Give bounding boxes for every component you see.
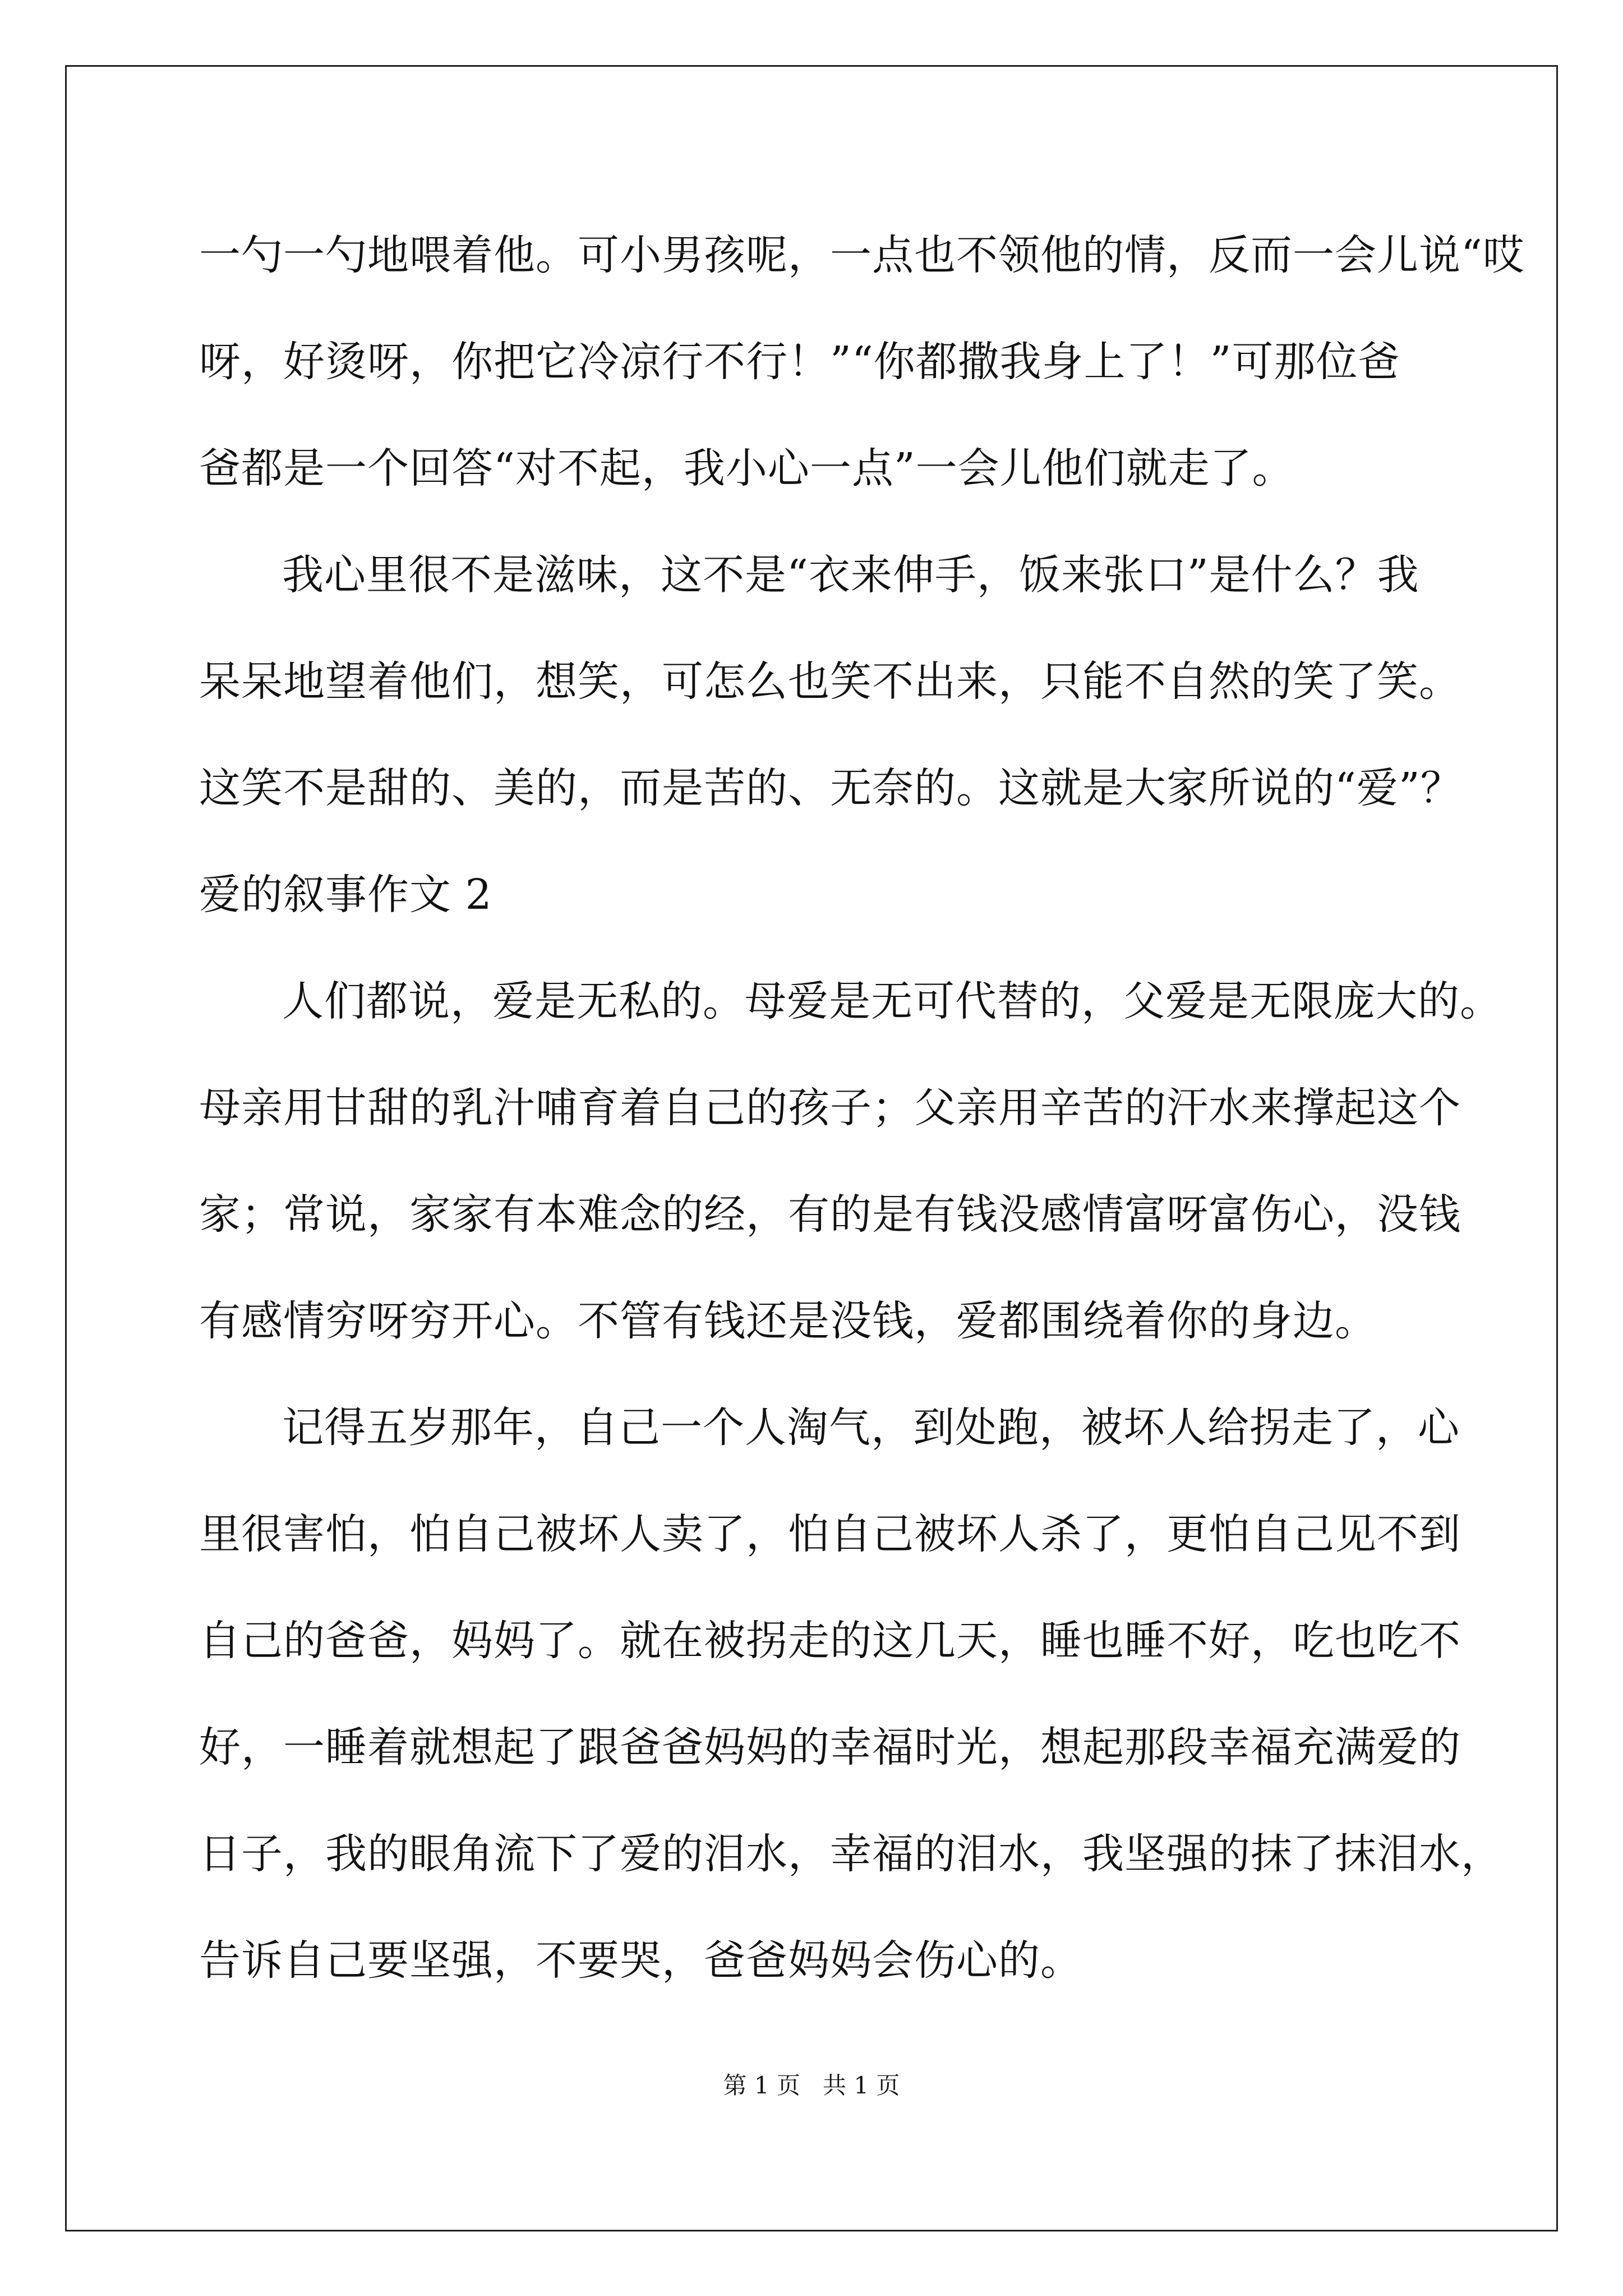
section-heading: 爱的叙事作文 2 — [199, 871, 492, 919]
text-line-1: 一勺一勺地喂着他。可小男孩呢，一点也不领他的情，反而一会儿说“哎 — [199, 231, 1525, 279]
text-line-14: 自己的爸爸，妈妈了。就在被拐走的这几天，睡也睡不好，吃也吃不 — [199, 1617, 1461, 1665]
text-line-9: 母亲用甘甜的乳汁哺育着自己的孩子；父亲用辛苦的汗水来撑起这个 — [199, 1084, 1461, 1132]
document-body — [199, 202, 1525, 2014]
text-line-2: 呀，好烫呀，你把它冷凉行不行！”“你都撒我身上了！”可那位爸 — [199, 338, 1400, 386]
page-number: 第 1 页 — [723, 2072, 800, 2099]
page-footer — [0, 2069, 1623, 2102]
text-line-5: 呆呆地望着他们，想笑，可怎么也笑不出来，只能不自然的笑了笑。 — [199, 657, 1461, 706]
text-line-10: 家；常说，家家有本难念的经，有的是有钱没感情富呀富伤心，没钱 — [199, 1190, 1461, 1239]
text-line-6: 这笑不是甜的、美的，而是苦的、无奈的。这就是大家所说的“爱”？ — [199, 764, 1463, 812]
text-line-15: 好，一睡着就想起了跟爸爸妈妈的幸福时光，想起那段幸福充满爱的 — [199, 1723, 1461, 1772]
text-line-13: 里很害怕，怕自己被坏人卖了，怕自己被坏人杀了，更怕自己见不到 — [199, 1510, 1461, 1558]
text-line-12: 记得五岁那年，自己一个人淘气，到处跑，被坏人给拐走了，心 — [282, 1404, 1460, 1452]
page-total: 共 1 页 — [823, 2072, 900, 2099]
text-line-4: 我心里很不是滋味，这不是“衣来伸手，饭来张口”是什么？我 — [282, 551, 1419, 599]
text-line-3: 爸都是一个回答“对不起，我小心一点”一会儿他们就走了。 — [199, 444, 1294, 493]
text-line-8: 人们都说，爱是无私的。母爱是无可代替的，父爱是无限庞大的。 — [282, 977, 1502, 1025]
text-line-11: 有感情穷呀穷开心。不管有钱还是没钱，爱都围绕着你的身边。 — [199, 1297, 1377, 1345]
text-line-16: 日子，我的眼角流下了爱的泪水，幸福的泪水，我坚强的抹了抹泪水， — [199, 1830, 1503, 1878]
text-line-17: 告诉自己要坚强，不要哭，爸爸妈妈会伤心的。 — [199, 1936, 1082, 1985]
